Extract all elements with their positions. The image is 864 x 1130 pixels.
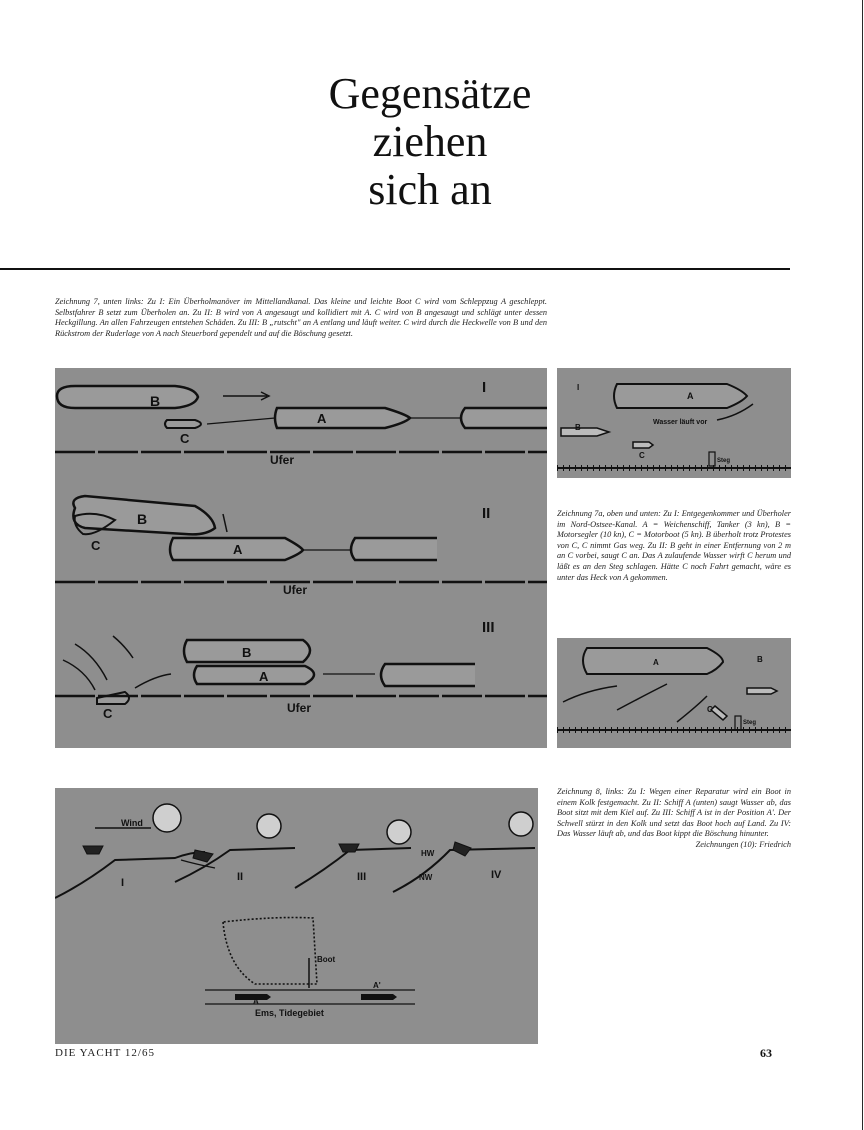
kolk-outline — [223, 918, 317, 985]
steg-7a-top — [709, 452, 715, 466]
page-edge-line — [862, 0, 863, 1130]
label-stage-1: I — [121, 877, 125, 889]
figure-7a-top-illustration — [557, 368, 791, 478]
boat-a-7a-top — [614, 384, 747, 408]
boat-c-scene3 — [97, 692, 129, 704]
current-arrow-7a-2 — [617, 684, 667, 710]
label-roman-2: II — [482, 505, 491, 522]
label-c-7a-bot: C — [707, 705, 713, 714]
label-roman-3: III — [482, 619, 495, 636]
label-a-7a-top: A — [687, 391, 694, 401]
barge-scene3 — [381, 664, 475, 686]
label-steg-7a-bot: Steg — [743, 720, 757, 726]
label-c-scene3: C — [103, 706, 113, 721]
label-c-scene1: C — [180, 431, 190, 446]
label-c-scene2: C — [91, 538, 101, 553]
boat-stage4 — [453, 842, 471, 856]
label-ufer-scene1: Ufer — [270, 453, 295, 467]
slope-stage3 — [295, 848, 411, 888]
label-hw: HW — [421, 849, 435, 858]
current-arrow-7a-1 — [563, 686, 617, 702]
label-b-scene2: B — [137, 511, 148, 527]
tree-stage2 — [257, 814, 281, 838]
caption-credit: Zeichnungen (10): Friedrich — [695, 839, 791, 849]
label-a-7a-bot: A — [653, 658, 659, 667]
tow-line-scene1 — [207, 418, 275, 424]
tree-stage1 — [153, 804, 181, 832]
label-stage-3: III — [357, 871, 367, 883]
boat-a-scene1 — [275, 408, 410, 428]
label-a-scene3: A — [259, 669, 269, 684]
boat-a-scene3 — [194, 666, 314, 684]
figure-7a-bottom-illustration — [557, 638, 791, 748]
title-line-3: sich an — [368, 165, 492, 214]
current-arrow-1 — [63, 660, 95, 690]
barge-scene1 — [461, 408, 547, 428]
title-line-2: ziehen — [372, 117, 488, 166]
label-boot: Boot — [317, 955, 336, 964]
boat-c-scene1 — [165, 420, 201, 428]
label-nw: NW — [419, 873, 433, 882]
current-arrow-3 — [113, 636, 133, 658]
caption-zeichnung-8-block — [557, 787, 791, 851]
figure-8-illustration — [55, 788, 538, 1044]
arrow-scene2 — [223, 514, 227, 532]
label-a-fig8: A — [253, 997, 259, 1006]
article-title — [260, 70, 600, 214]
horizontal-rule — [0, 268, 790, 270]
label-stage-4: IV — [491, 869, 502, 881]
label-steg-7a-top: Steg — [717, 458, 731, 464]
label-b-scene3: B — [242, 645, 252, 660]
label-c-7a-top: C — [639, 451, 645, 460]
figure-7-illustration — [55, 368, 547, 748]
ship-a-prime-position — [361, 994, 397, 1000]
boat-b-7a-bot — [747, 688, 777, 694]
current-arrow-4 — [135, 674, 171, 688]
caption-zeichnung-7a: Zeichnung 7a, oben und unten: Zu I: Entgegenkommer und Überholer im Nord-Ostsee-Kanal. A = Weichenschiff, Tanker (3 kn), B = Motorsegler (10 kn), C = Motorboot (5 kn). B überholt trotz Protestes von C, C nimmt Gas weg. Zu II: B geht in einer Entfernung von 2 m an C vorbei, saugt C an. Das A zulaufende Wasser wirft C herum und läßt es an den Steg schlagen. Hätte C noch Fahrt gemacht, wäre es unter das Heck von A gekommen. — [557, 509, 791, 582]
footer-page-number: 63 — [760, 1046, 772, 1060]
label-wind: Wind — [121, 818, 143, 828]
label-b-7a-top: B — [575, 423, 581, 432]
label-a-scene1: A — [317, 411, 327, 426]
label-ufer-scene2: Ufer — [283, 583, 308, 597]
label-a-prime-fig8: A' — [373, 981, 381, 990]
boat-b-7a-top — [561, 428, 609, 436]
boat-stage3 — [339, 844, 359, 852]
boat-stage2 — [193, 850, 213, 862]
current-arrow-2 — [75, 644, 107, 680]
label-b-scene1: B — [150, 393, 161, 409]
boat-b-scene1 — [57, 386, 198, 408]
caption-zeichnung-8: Zeichnung 8, links: Zu I: Wegen einer Reparatur wird ein Boot in einem Kolk festgemacht. Zu II: Schiff A (unten) saugt Wasser ab, das Boot sitzt mit dem Kiel auf. Zu III: Schiff A ist in der Position A'. Der Schwell stürzt in den Kolk und setzt das Boot hoch auf Land. Zu IV: Das Wasser läuft ab, und das Boot kippt die Böschung hinunter. — [557, 787, 791, 839]
tree-stage3 — [387, 820, 411, 844]
label-wasser-7a-top: Wasser läuft vor — [653, 419, 708, 426]
current-arrow-7a-3 — [677, 696, 707, 722]
label-b-7a-bot: B — [757, 655, 763, 664]
boat-stage1 — [83, 846, 103, 854]
barge-scene2 — [351, 538, 437, 560]
label-roman-1: I — [482, 379, 487, 396]
label-stage-2: II — [237, 871, 244, 883]
label-roman-7a-top: I — [577, 383, 580, 392]
boat-c-7a-top — [633, 442, 653, 448]
caption-zeichnung-7: Zeichnung 7, unten links: Zu I: Ein Überholmanöver im Mittellandkanal. Das kleine und leichte Boot C wird vom Schleppzug A geschleppt. Selbstfahrer B setzt zum Überholen an. Zu II: B wird von A angesaugt und kollidiert mit A. C wird von B angesaugt und schlägt unter dessen Heckgillung. An allen Fahrzeugen entstehen Schäden. Zu III: B „rutscht" an A entlang und läuft weiter. C wird durch die Heckwelle von B und den Rückstrom der Ruderlage von A nach Steuerbord gependelt und auf die Böschung gesetzt. — [55, 297, 547, 338]
label-ufer-scene3: Ufer — [287, 701, 312, 715]
title-line-1: Gegensätze — [328, 69, 532, 118]
label-ems-tidegebiet: Ems, Tidegebiet — [255, 1008, 324, 1018]
label-a-scene2: A — [233, 542, 243, 557]
footer-publication: DIE YACHT 12/65 — [55, 1047, 155, 1059]
boat-c-7a-bot — [711, 706, 727, 720]
tree-stage4 — [509, 812, 533, 836]
slope-stage1 — [55, 852, 205, 898]
